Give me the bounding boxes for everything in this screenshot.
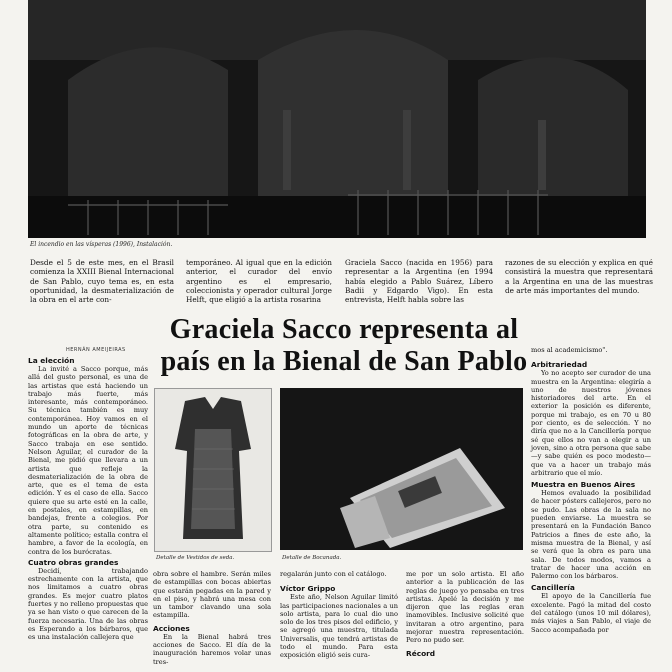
paragraph-eleccion: La invité a Sacco porque, más allá del gusto personal, es una de las artistas que está haciendo un trabajo más fuerte, más interesante, más contemporáneo. Su técnica también es muy contemporánea. Hoy vamos en el mundo un aporte de técnicas fotográficas en la obra de arte, y Sacco trabaja en ese sentido. Nelson Aguilar, el curador de la Bienal, me pidió que llevara a un artista que refleje la desmaterialización de la obra de arte, que es el tema de esta edición. Y es el caso de ella. Sacco quiere que su arte esté en la calle, en postales, en estampillas, en bandejas, frente a colegios. Por otra parte, su contenido es altamente político; estalla contra el hambre, a favor de la ecología, en contra de los burócratas. <box>28 365 148 556</box>
heading-victor-grippo: Víctor Grippo <box>280 584 336 594</box>
right-column <box>531 346 651 634</box>
bottom-col-2-text: regalarán junto con el catálogo. <box>280 570 387 578</box>
paragraph-acciones: En la Bienal habrá tres acciones de Sacco. El día de la inauguración haremos volar unas tres- <box>153 632 271 666</box>
vestidos-caption: Detalle de Vestidos de seda. <box>156 555 235 561</box>
bottom-col-1 <box>153 570 271 666</box>
paragraph-cuatro-obras: Decidí, trabajando estrechamente con la artista, que nos limitamos a cuatro obras grandes. Es mejor cuatro platos fuertes y no relleno propuestas que ya se han visto o que carecen de la fuerza necesaria. Una de las obras es Esperando a los bárbaros, que es una instalación callejera que <box>28 566 148 642</box>
vestidos-image <box>154 388 272 552</box>
bottom-col-3 <box>406 570 524 658</box>
bottom-col-1-text: obra sobre el hambre. Serán miles de estampillas con bocas abiertas que estarán pegadas en la pared y en el piso, y habrá una mesa con un tambor clavando una sola estampilla. <box>153 570 271 620</box>
installation-photo <box>28 0 646 238</box>
bottom-col-2 <box>280 570 398 660</box>
intro-col-1: Desde el 5 de este mes, en el Brasil comienza la XXIII Bienal Internacional de San Pablo, cuyo tema es, en esta oportunidad, la desmaterialización de la obra en el arte con- <box>30 258 174 305</box>
headline <box>150 314 538 378</box>
installation-photo-graphic <box>28 0 646 238</box>
heading-cancilleria: Cancillería <box>531 583 575 593</box>
bocanada-caption: Detalle de Bocanada. <box>282 555 342 561</box>
intro-col-3: Graciela Sacco (nacida en 1956) para representar a la Argentina (en 1994 había elegido a Pablo Suárez, Líbero Badii y Edgardo Vigo). En esta entrevista, Helft habla sobre las <box>345 258 493 305</box>
headline-line-1: Graciela Sacco representa al <box>169 314 519 345</box>
heading-arbitrariedad: Arbitrariedad <box>531 360 588 370</box>
paragraph-arbitrariedad: Yo no acepto ser curador de una muestra en la Argentina: elegiría a uno de nuestros jóvenes historiadores del arte. En el exterior la posición es diferente, porque mi trabajo, es en 70 u 80 por ciento, es de selección. Y no diría que no a la Cancillería porque sé que ellos no van a elegir a un joven, sino a otra persona que sabe —y sabe quién es poco modesto— que va a hacer un trabajo más arbitrario que el mío. <box>531 369 651 477</box>
photo-caption: El incendio en las vísperas (1996), Instalación. <box>30 241 173 248</box>
vestidos-graphic <box>155 389 271 551</box>
paragraph-cancilleria: El apoyo de la Cancillería fue excelente. Pagó la mitad del costo del catálogo (unos 10 mil dólares), más viajes a San Pablo, el viaje de Sacco acompañada por <box>531 592 651 634</box>
heading-muestra-buenos-aires: Muestra en Buenos Aires <box>531 480 636 490</box>
paragraph-victor-grippo: Este año, Nelson Aguilar limitó las participaciones nacionales a un solo artista, para lo cual dio uno solo de los tres pisos del edificio, y se agregó una muestra, titulada Universalis, que tendrá artistas de todo el mundo. Para esta exposición eligió seis cura- <box>280 593 398 660</box>
heading-eleccion: La elección <box>28 356 75 365</box>
paragraph-muestra-buenos-aires: Hemos evaluado la posibilidad de hacer pósters callejeros, pero no se pudo. Las obras de la sala no pueden enviarse. La muestra se presentará en la Fundación Banco Patricios a fines de este año, la misma muestra de la Bienal, y así se verá que la obra es para una sala. De todos modos, vamos a tratar de hacer una acción en Palermo con los bárbaros. <box>531 489 651 581</box>
right-col-intro: mos al academicismo". <box>531 346 608 354</box>
intro-col-4: razones de su elección y explica en qué consistirá la muestra que representará a la Argentina en una de las muestras de arte más importantes del mundo. <box>505 258 653 295</box>
heading-record: Récord <box>406 648 436 658</box>
bocanada-image <box>280 388 523 550</box>
byline: HERNÁN AMEIJEIRAS <box>66 347 126 353</box>
heading-acciones: Acciones <box>153 623 190 633</box>
bottom-col-3-text: me por un solo artista. El año anterior a la publicación de las reglas de juego yo pensaba en tres artistas. Apelé la decisión y me dijeron que las reglas eran inamovibles. Inclusive solicité que invitaran a otro argentino, para mejorar nuestra representación. Pero no pudo ser. <box>406 570 524 645</box>
left-column <box>28 356 148 642</box>
bocanada-graphic <box>280 388 523 550</box>
heading-cuatro-obras: Cuatro obras grandes <box>28 557 119 567</box>
headline-line-2: país en la Bienal de San Pablo <box>160 346 528 377</box>
intro-col-2: temporáneo. Al igual que en la edición anterior, el curador del envío argentino es el empresario, coleccionista y operador cultural Jorge Helft, que eligió a la artista rosarina <box>186 258 332 305</box>
